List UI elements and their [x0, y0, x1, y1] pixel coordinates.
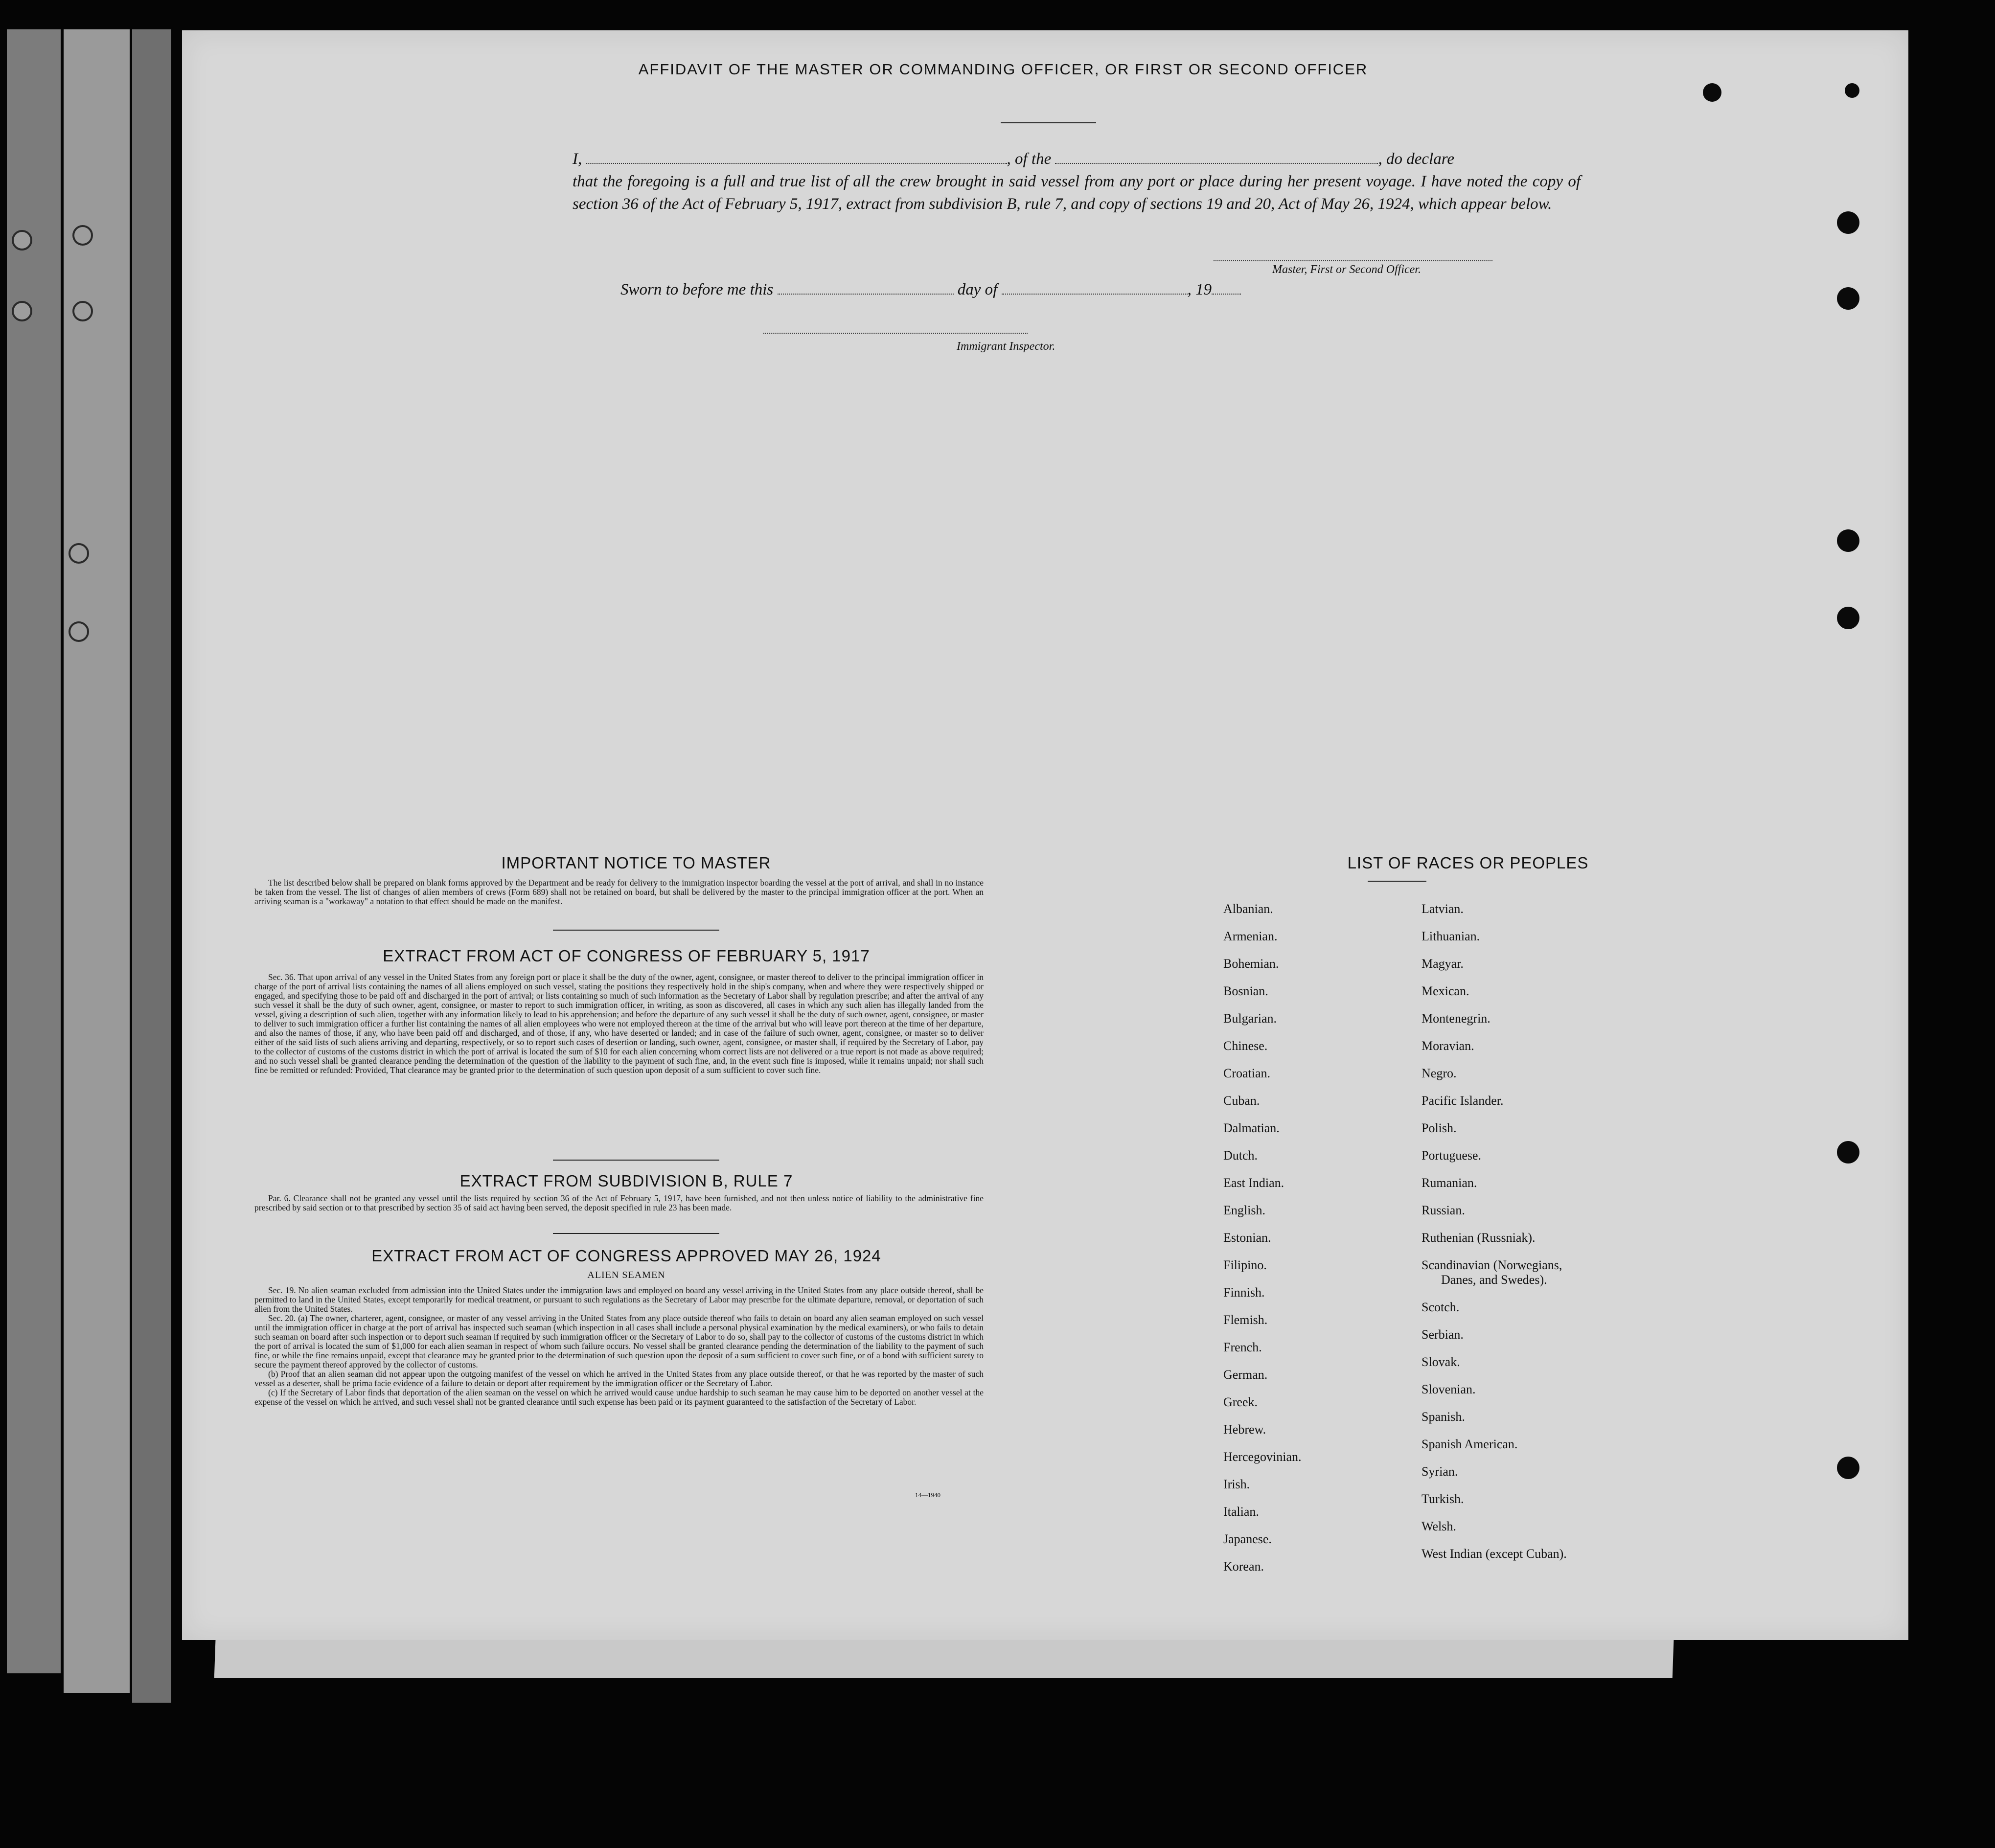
declarant-name-field[interactable] — [586, 150, 1007, 164]
race-item: Serbian. — [1422, 1327, 1464, 1342]
sworn-year-label: , 19 — [1187, 281, 1212, 298]
rule7-text: Par. 6. Clearance shall not be granted any vessel until the lists required by section 36 of the Act of February 5, 1917, have been furnished, and not then unless notice of liability to the administrative fine prescribed by said section or to that prescribed by section 35 of said act having been served, the deposit specified in rule 23 has been made. — [254, 1193, 984, 1212]
race-item: Albanian. — [1223, 902, 1273, 916]
act-1924-subtitle: ALIEN SEAMEN — [587, 1270, 665, 1280]
vessel-name-field[interactable] — [1055, 150, 1378, 164]
affidavit-statement: that the foregoing is a full and true list of all the crew brought in said vessel from any port or place during her present voyage. I have noted the copy of section 36 of the Act of February 5, 1917, extract from subdivision B, rule 7, and copy of sections 19 and 20, Act of May 26, 1924, which appear below. — [573, 173, 1581, 213]
inspector-signature-line — [763, 333, 1028, 334]
binder-strip — [132, 29, 171, 1703]
binder-strip — [64, 29, 130, 1693]
strip-hole — [12, 301, 32, 321]
race-item: Chinese. — [1223, 1039, 1268, 1053]
notice-text: The list described below shall be prepared on blank forms approved by the Department and be ready for delivery to the immigration inspector boarding the vessel at the port of arrival, and shall in no instance be taken from the vessel. The list of changes of alien members of crews (Form 689) shall not be retained on board, but shall be delivered by the master to the principal immigration officer at the port. When an arriving seaman is a "workaway" a notation to that effect should be made on the manifest. — [254, 878, 984, 906]
sworn-prefix: Sworn to before me this — [620, 281, 774, 298]
act-1917-title: EXTRACT FROM ACT OF CONGRESS OF FEBRUARY 5, 1917 — [383, 947, 870, 965]
races-left-column — [1223, 895, 1302, 1580]
sworn-month-field[interactable] — [1002, 281, 1188, 295]
race-item: Spanish. — [1422, 1410, 1465, 1424]
punch-hole — [1703, 83, 1721, 102]
strip-hole — [72, 225, 93, 246]
race-item: English. — [1223, 1203, 1265, 1217]
races-title: LIST OF RACES OR PEOPLES — [1347, 854, 1589, 872]
sworn-day-of-label: day of — [957, 281, 998, 298]
sworn-line — [620, 281, 1241, 299]
section-19: Sec. 19. No alien seaman excluded from admission into the United States under the immigration laws and employed on board any vessel arriving in the United States from any place outside thereof, shall be permitted to land in the United States, except temporarily for medical treatment, or pursuant to such regulations as the Secretary of Labor may prescribe for the ultimate departure, removal, or deportation of such alien from the United States. — [254, 1285, 984, 1314]
race-item: Hebrew. — [1223, 1422, 1266, 1437]
punch-hole — [1837, 1141, 1859, 1164]
affidavit-title: AFFIDAVIT OF THE MASTER OR COMMANDING OFFICER, OR FIRST OR SECOND OFFICER — [638, 61, 1368, 78]
race-item: Moravian. — [1422, 1039, 1474, 1053]
race-item: Irish. — [1223, 1477, 1250, 1491]
race-item: Korean. — [1223, 1559, 1264, 1574]
divider — [553, 930, 719, 931]
divider — [553, 1160, 719, 1161]
race-item: Slovenian. — [1422, 1382, 1476, 1396]
race-item: Polish. — [1422, 1121, 1457, 1135]
punch-hole — [1837, 529, 1859, 552]
race-item: Armenian. — [1223, 929, 1278, 943]
punch-hole — [1837, 607, 1859, 629]
race-item: Negro. — [1422, 1066, 1457, 1080]
rule7-title: EXTRACT FROM SUBDIVISION B, RULE 7 — [459, 1172, 793, 1190]
races-right-column — [1422, 895, 1567, 1568]
race-item: West Indian (except Cuban). — [1422, 1547, 1567, 1561]
race-item: Spanish American. — [1422, 1437, 1518, 1451]
master-signature-label: Master, First or Second Officer. — [1272, 263, 1421, 276]
race-item: Bohemian. — [1223, 957, 1279, 971]
race-item: Slovak. — [1422, 1355, 1460, 1369]
race-item: Japanese. — [1223, 1532, 1272, 1546]
race-item: Bosnian. — [1223, 984, 1268, 998]
strip-hole — [69, 621, 89, 642]
race-item: Scotch. — [1422, 1300, 1460, 1314]
declarant-prefix: I, — [573, 150, 582, 168]
races-title-rule — [1368, 881, 1426, 882]
race-item: Bulgarian. — [1223, 1011, 1277, 1026]
race-item: Russian. — [1422, 1203, 1465, 1217]
race-item: Portuguese. — [1422, 1148, 1482, 1163]
binder-strip — [7, 29, 61, 1673]
punch-hole — [1837, 211, 1859, 234]
notice-title: IMPORTANT NOTICE TO MASTER — [501, 854, 771, 872]
race-item: Dutch. — [1223, 1148, 1258, 1163]
race-item: Montenegrin. — [1422, 1011, 1491, 1026]
affidavit-body — [573, 148, 1581, 215]
race-item: Estonian. — [1223, 1231, 1271, 1245]
form-number: 14—1940 — [915, 1491, 940, 1499]
race-item: Scandinavian (Norwegians, — [1422, 1258, 1562, 1272]
race-item: Danes, and Swedes). — [1441, 1273, 1547, 1287]
race-item: Italian. — [1223, 1505, 1259, 1519]
race-item: East Indian. — [1223, 1176, 1284, 1190]
punch-hole — [1837, 287, 1859, 310]
section-20c: (c) If the Secretary of Labor finds that deportation of the alien seaman on the vessel on which he arrived would cause undue hardship to such seaman he may cause him to be deported on another vessel at the expense of the vessel on which he arrived, and such vessel shall not be granted clearance until such expense has been paid or its payment guaranteed to the satisfaction of the Secretary of Labor. — [254, 1388, 984, 1407]
race-item: Rumanian. — [1422, 1176, 1477, 1190]
race-item: Pacific Islander. — [1422, 1094, 1504, 1108]
affidavit-line1 — [573, 148, 1581, 170]
act-1924-title: EXTRACT FROM ACT OF CONGRESS APPROVED MAY 26, 1924 — [371, 1247, 881, 1265]
race-item: German. — [1223, 1368, 1268, 1382]
punch-hole — [1837, 1457, 1859, 1479]
master-signature-line — [1214, 260, 1492, 261]
strip-hole — [72, 301, 93, 321]
race-item: Magyar. — [1422, 957, 1464, 971]
sworn-year-field[interactable] — [1212, 281, 1241, 295]
inspector-label: Immigrant Inspector. — [957, 340, 1055, 353]
race-item: Latvian. — [1422, 902, 1464, 916]
race-item: French. — [1223, 1340, 1262, 1354]
race-item: Syrian. — [1422, 1464, 1458, 1479]
race-item: Cuban. — [1223, 1094, 1260, 1108]
race-item: Lithuanian. — [1422, 929, 1480, 943]
race-item: Dalmatian. — [1223, 1121, 1280, 1135]
strip-hole — [12, 230, 32, 251]
race-item: Ruthenian (Russniak). — [1422, 1231, 1536, 1245]
section-20a: Sec. 20. (a) The owner, charterer, agent, consignee, or master of any vessel arriving in the United States from any place outside thereof who fails to detain on board any alien seaman employed on such vessel until the immigration officer in charge at the port of arrival has inspected such seaman (which inspection in all cases shall include a personal physical examination by the medical examiners), or who fails to detain such seaman on board after such inspection or to deport such seaman if required by such immigration officer or the Secretary of Labor to do so, shall pay to the collector of customs of the customs district in which the port of arrival is located the sum of $1,000 for each alien seaman in respect of whom such failure occurs. No vessel shall be granted clearance pending the determination of the liability to the payment of such fine, or while the fine remains unpaid, except that clearance may be granted prior to the determination of such question upon the deposit of a sum sufficient to cover such fine, or of a bond with sufficient surety to secure the payment thereof approved by the collector of customs. — [254, 1313, 984, 1369]
race-item: Filipino. — [1223, 1258, 1267, 1272]
race-item: Welsh. — [1422, 1519, 1456, 1533]
act-1924-text — [254, 1286, 984, 1407]
act-1917-text: Sec. 36. That upon arrival of any vessel in the United States from any foreign port or place it shall be the duty of the owner, agent, consignee, or master thereof to deliver to the principal immigration officer in charge of the port of arrival lists containing the names of all aliens employed on such vessel, stating the positions they respectively hold in the ship's company, when and where they were respectively shipped or engaged, and specifying those to be paid off and discharged in the port of arrival; or lists containing so much of such information as the Secretary of Labor shall by regulation prescribe; and after the arrival of any such vessel it shall be the duty of such owner, agent, consignee, or master to report to such immigration officer, in writing, as soon as discovered, all cases in which any such alien has illegally landed from the vessel, giving a description of such alien, together with any information likely to lead to his apprehension; and before the departure of any such vessel it shall be the duty of such owner, agent, consignee, or master to deliver to such immigration officer a further list containing the names of all alien employees who were not employed thereon at the time of the arrival but who will leave port thereon at the time of her departure, and also the names of those, if any, who have been paid off and discharged, and of those, if any, who have deserted or landed; and in case of the failure of such owner, agent, consignee, or master so to deliver either of the said lists of such aliens arriving and departing, respectively, or so to report such cases of desertion or landing, such owner, agent, consignee, or master shall, if required by the Secretary of Labor, pay to the collector of customs of the customs district in which the port of arrival is located the sum of $10 for each alien concerning whom correct lists are not delivered or a true report is not made as above required; and no such vessel shall be granted clearance pending the determination of the question of the liability to the payment of such fine, and, in the event such fine is imposed, while it remains unpaid; nor shall such fine be remitted or refunded: Provided, That clearance may be granted prior to the determination of such question upon deposit of a sum sufficient to cover such fine. — [254, 972, 984, 1075]
strip-hole — [69, 543, 89, 564]
race-item: Greek. — [1223, 1395, 1258, 1409]
race-item: Flemish. — [1223, 1313, 1268, 1327]
section-20b: (b) Proof that an alien seaman did not appear upon the outgoing manifest of the vessel on which he arrived in the United States from any place outside thereof, or that he was reported by the master of such vessel as a deserter, shall be prima facie evidence of a failure to detain or deport after requirement by the immigration officer or the Secretary of Labor. — [254, 1369, 984, 1388]
race-item: Mexican. — [1422, 984, 1469, 998]
race-item: Finnish. — [1223, 1285, 1265, 1300]
do-declare-label: , do declare — [1378, 150, 1454, 168]
divider — [553, 1233, 719, 1234]
race-item: Hercegovinian. — [1223, 1450, 1302, 1464]
punch-hole — [1845, 83, 1859, 98]
of-the-label: , of the — [1007, 150, 1052, 168]
sworn-day-field[interactable] — [778, 281, 954, 295]
race-item: Turkish. — [1422, 1492, 1464, 1506]
title-rule — [1001, 122, 1096, 123]
race-item: Croatian. — [1223, 1066, 1271, 1080]
